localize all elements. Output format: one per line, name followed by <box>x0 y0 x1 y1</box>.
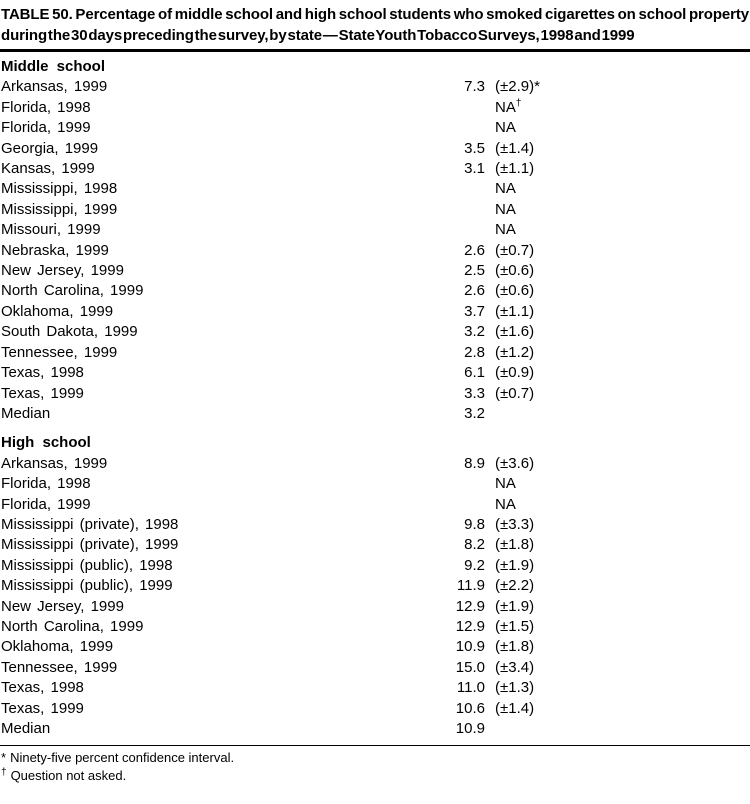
table-row <box>0 576 750 596</box>
table-row <box>0 261 750 281</box>
row-confidence-interval <box>495 384 645 404</box>
confidence-interval-text: (±0.7) <box>495 384 535 402</box>
table-row <box>0 658 750 678</box>
row-label: Median <box>1 720 51 737</box>
row-confidence-interval <box>495 281 645 301</box>
row-value: 11.0 <box>456 679 485 697</box>
table-body <box>0 57 750 739</box>
row-confidence-interval <box>495 515 645 535</box>
row-label: Florida, 1999 <box>1 495 91 513</box>
row-label: Arkansas, 1999 <box>1 454 108 472</box>
table-row <box>0 118 750 138</box>
table-row <box>0 159 750 179</box>
footnote <box>1 749 749 767</box>
row-value: 2.5 <box>464 262 485 280</box>
row-value: 12.9 <box>455 597 485 615</box>
row-confidence-interval <box>495 179 645 199</box>
confidence-interval-text: NA <box>495 200 516 218</box>
table-row <box>0 384 750 404</box>
confidence-interval-text: NA <box>495 180 516 198</box>
row-value: 10.9 <box>455 638 485 656</box>
row-value: 2.6 <box>464 241 485 259</box>
row-value <box>439 118 485 138</box>
row-value <box>439 200 485 220</box>
row-confidence-interval <box>495 678 645 698</box>
row-value: 3.2 <box>464 323 485 341</box>
confidence-interval-text: (±3.6) <box>495 454 535 472</box>
section-header: High school <box>1 434 91 452</box>
row-value: 6.1 <box>464 364 485 382</box>
row-label: Florida, 1998 <box>1 98 91 116</box>
row-confidence-interval <box>495 474 645 494</box>
dagger-marker: † <box>515 97 522 109</box>
row-value: 9.2 <box>464 556 485 574</box>
row-confidence-interval <box>495 404 645 424</box>
row-value: 8.2 <box>464 536 485 554</box>
table-row <box>0 597 750 617</box>
row-label: New Jersey, 1999 <box>1 262 124 280</box>
table-row <box>0 322 750 342</box>
table-row <box>0 678 750 698</box>
table-row <box>0 139 750 159</box>
footnote <box>1 767 749 785</box>
row-value: 7.3 <box>464 78 485 96</box>
row-value: 2.6 <box>464 282 485 300</box>
row-value <box>439 495 485 515</box>
row-value: 3.7 <box>464 302 485 320</box>
row-label: Mississippi (private), 1999 <box>1 536 179 554</box>
row-confidence-interval <box>495 343 645 363</box>
confidence-interval-text: (±0.7) <box>495 241 535 259</box>
row-confidence-interval <box>495 556 645 576</box>
confidence-interval-text: (±1.5) <box>495 617 535 635</box>
row-confidence-interval <box>495 302 645 322</box>
row-label: Mississippi (public), 1999 <box>1 577 173 595</box>
footnote-text: Ninety-five percent confidence interval. <box>10 750 235 766</box>
row-label: North Carolina, 1999 <box>1 282 144 300</box>
confidence-interval-text: (±1.8) <box>495 638 535 656</box>
row-value <box>439 179 485 199</box>
confidence-interval-text: (±1.4) <box>495 139 535 157</box>
confidence-interval-text: (±1.1) <box>495 302 535 320</box>
row-confidence-interval <box>495 535 645 555</box>
table-row <box>0 363 750 383</box>
row-confidence-interval <box>495 200 645 220</box>
row-confidence-interval <box>495 139 645 159</box>
section-header: Middle school <box>1 58 106 75</box>
row-label: North Carolina, 1999 <box>1 617 144 635</box>
row-value: 12.9 <box>455 617 485 635</box>
confidence-interval-text: (±1.6) <box>495 323 535 341</box>
confidence-interval-text: (±1.4) <box>495 699 535 717</box>
row-confidence-interval <box>495 658 645 678</box>
row-label: South Dakota, 1999 <box>1 323 138 341</box>
confidence-interval-text: NA <box>495 119 516 137</box>
footnote-text: Question not asked. <box>10 767 127 783</box>
confidence-interval-text: (±2.2) <box>495 577 535 595</box>
row-confidence-interval <box>495 576 645 596</box>
confidence-interval-text: (±1.2) <box>495 343 535 361</box>
confidence-interval-text: (±1.1) <box>495 160 535 178</box>
row-label: Texas, 1999 <box>1 384 84 402</box>
confidence-interval-text: (±1.3) <box>495 679 535 697</box>
confidence-interval-text: NA <box>495 495 516 513</box>
table-row <box>0 474 750 494</box>
row-label: Tennessee, 1999 <box>1 343 118 361</box>
table-row <box>0 617 750 637</box>
row-label: Nebraska, 1999 <box>1 241 109 259</box>
confidence-interval-text: NA <box>495 98 516 116</box>
confidence-interval-text: (±3.4) <box>495 658 535 676</box>
table-row <box>0 535 750 555</box>
confidence-interval-text: (±0.6) <box>495 282 535 300</box>
row-confidence-interval <box>495 699 645 719</box>
row-label: Oklahoma, 1999 <box>1 638 114 656</box>
row-value: 2.8 <box>464 343 485 361</box>
table-row <box>0 241 750 261</box>
table-row <box>0 719 750 739</box>
row-confidence-interval <box>495 637 645 657</box>
confidence-interval-text: (±1.8) <box>495 536 535 554</box>
confidence-interval-text: NA <box>495 221 516 239</box>
row-label: Texas, 1998 <box>1 364 84 382</box>
table-row <box>0 699 750 719</box>
row-label: Tennessee, 1999 <box>1 658 118 676</box>
row-label: Mississippi (private), 1998 <box>1 515 179 533</box>
row-value <box>439 220 485 240</box>
footnote-marker: * <box>1 750 7 766</box>
title-rule <box>0 49 750 52</box>
row-label: Mississippi, 1999 <box>1 200 118 218</box>
table-row <box>0 404 750 424</box>
table-row <box>0 454 750 474</box>
row-confidence-interval <box>495 454 645 474</box>
row-value: 3.2 <box>464 404 485 422</box>
row-confidence-interval <box>495 159 645 179</box>
row-label: Arkansas, 1999 <box>1 78 108 96</box>
row-value: 3.3 <box>464 384 485 402</box>
row-value <box>439 474 485 494</box>
confidence-interval-text: (±1.9) <box>495 556 535 574</box>
row-value: 11.9 <box>456 577 485 595</box>
row-value <box>439 98 485 118</box>
row-confidence-interval <box>495 77 645 97</box>
row-label: Kansas, 1999 <box>1 160 95 178</box>
confidence-interval-text: (±0.6) <box>495 262 535 280</box>
row-confidence-interval <box>495 617 645 637</box>
row-confidence-interval <box>495 597 645 617</box>
row-value: 3.5 <box>464 139 485 157</box>
row-value: 10.9 <box>455 720 485 737</box>
row-value: 10.6 <box>455 699 485 717</box>
row-label: Mississippi, 1998 <box>1 180 118 198</box>
table-row <box>0 556 750 576</box>
table-row <box>0 200 750 220</box>
table-row <box>0 495 750 515</box>
row-label: Median <box>1 404 51 422</box>
row-confidence-interval <box>495 98 645 118</box>
table-row <box>0 637 750 657</box>
table-row <box>0 98 750 118</box>
confidence-interval-text: (±0.9) <box>495 364 535 382</box>
row-label: Mississippi (public), 1998 <box>1 556 173 574</box>
footnote-marker: † <box>1 766 7 778</box>
confidence-interval-text: (±3.3) <box>495 515 535 533</box>
row-label: Texas, 1999 <box>1 699 84 717</box>
row-confidence-interval <box>495 495 645 515</box>
row-confidence-interval <box>495 261 645 281</box>
table-row <box>0 515 750 535</box>
table-title: TABLE 50. Percentage of middle school and high school students who smoked cigarettes on school property during the 30 days preceding the survey, by state — State Youth Tobacco Surveys, 1998 and 1999 <box>1 6 749 44</box>
row-label: Missouri, 1999 <box>1 221 101 239</box>
row-value: 15.0 <box>455 658 485 676</box>
row-confidence-interval <box>495 220 645 240</box>
table-row <box>0 220 750 240</box>
confidence-interval-text: (±2.9)* <box>495 78 540 96</box>
row-confidence-interval <box>495 241 645 261</box>
confidence-interval-text: NA <box>495 475 516 493</box>
row-label: Oklahoma, 1999 <box>1 302 114 320</box>
row-value: 3.1 <box>464 160 485 178</box>
row-label: Texas, 1998 <box>1 679 84 697</box>
row-value: 9.8 <box>464 515 485 533</box>
footnotes <box>0 746 750 784</box>
row-confidence-interval <box>495 719 645 739</box>
row-value: 8.9 <box>464 454 485 472</box>
row-confidence-interval <box>495 363 645 383</box>
table-row <box>0 302 750 322</box>
table-row <box>0 281 750 301</box>
row-label: Florida, 1998 <box>1 475 91 493</box>
row-label: Georgia, 1999 <box>1 139 99 157</box>
row-label: Florida, 1999 <box>1 119 91 137</box>
table-row <box>0 343 750 363</box>
row-confidence-interval <box>495 118 645 138</box>
row-label: New Jersey, 1999 <box>1 597 124 615</box>
table-row <box>0 179 750 199</box>
row-confidence-interval <box>495 322 645 342</box>
table-row <box>0 77 750 97</box>
confidence-interval-text: (±1.9) <box>495 597 535 615</box>
